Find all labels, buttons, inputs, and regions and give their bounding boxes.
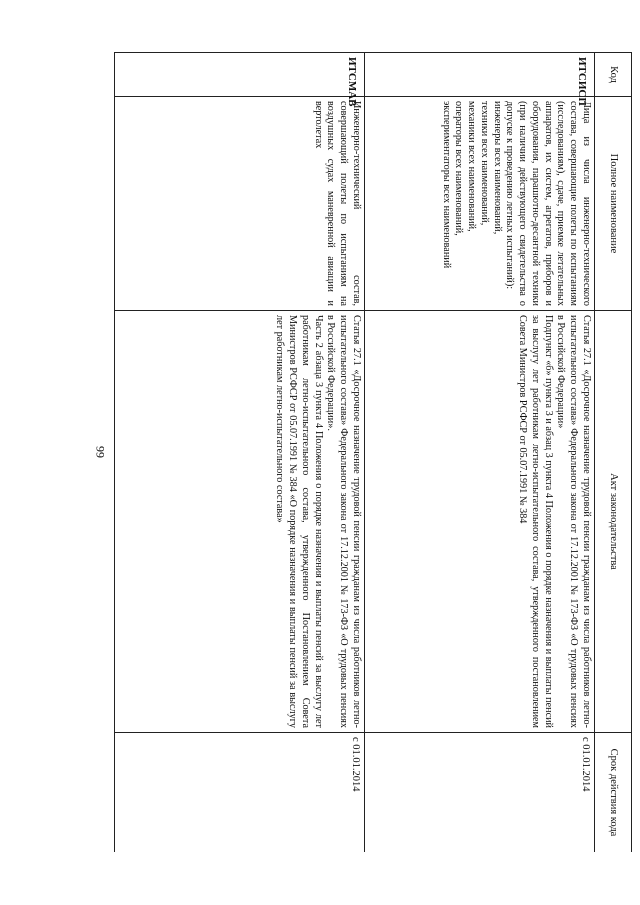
list-item: техники всех наименований, bbox=[479, 101, 490, 226]
row-name bbox=[115, 97, 365, 311]
table-header-row bbox=[595, 53, 632, 853]
row-name-intro: Инженерно-технический состав, совершающий полеты по испытаниям на воздушных судах маневренной авиации и вертолетах bbox=[312, 101, 362, 306]
list-item: экспериментаторы всех наименований bbox=[440, 101, 452, 269]
table-row bbox=[115, 53, 365, 853]
row-term: с 01.01.2014 bbox=[115, 733, 365, 853]
page-number: 99 bbox=[93, 446, 108, 458]
list-item: механики всех наименований, bbox=[466, 101, 478, 232]
row-term: с 01.01.2014 bbox=[365, 733, 595, 853]
row-name bbox=[365, 97, 595, 311]
act-paragraph: Статья 27.1 «Досрочное назначение трудовой пенсии гражданам из числа работников летно-испытательного состава» Федерального закона от 17.12.2001 № 173-ФЗ «О трудовых пенсиях в Российской Федерации» bbox=[555, 315, 592, 728]
rotated-table bbox=[114, 52, 632, 852]
row-code: ИТСМАВ bbox=[115, 53, 365, 97]
table-container bbox=[114, 52, 632, 852]
row-code: ИТСИСП bbox=[365, 53, 595, 97]
list-item: операторы всех наименований, bbox=[453, 101, 465, 236]
header-act: Акт законодательства bbox=[595, 311, 632, 733]
header-code: Код bbox=[595, 53, 632, 97]
act-paragraph: Часть 2 абзаца 3 пункта 4 Положения о порядке назначения и выплаты пенсий за выслугу лет работникам летно-испытательного состава, утвержденного Постановлением Совета Министров РСФСР от 05.07.1991 № 384 «О порядке назначения и выплаты пенсий за выслугу лет работникам летно-испытательного состава» bbox=[274, 315, 324, 728]
row-name-intro: Лица из числа инженерно-технического состава, совершающие полеты по испытаниям (исследованиям), сдаче, приемке летательных аппаратов, их систем, агрегатов, приборов и оборудования, парашютно-десантной техники (при наличии действующего свидетельства о допуске к проведению летных испытаний): bbox=[504, 101, 592, 306]
row-act bbox=[115, 311, 365, 733]
header-name: Полное наименование bbox=[595, 97, 632, 311]
act-paragraph: Подпункт «б» пункта 3 и абзац 3 пункта 4 Положения о порядке назначения и выплаты пенсий за выслугу лет работникам летно-испытательного состава, утвержденного постановлением Совета Министров РСФСР от 05.07.1991 № 384 bbox=[517, 315, 554, 728]
row-name-list bbox=[439, 101, 503, 306]
codes-table bbox=[114, 52, 632, 852]
row-act bbox=[365, 311, 595, 733]
list-item: инженеры всех наименований, bbox=[491, 101, 503, 235]
table-row bbox=[365, 53, 595, 853]
header-term: Срок действия кода bbox=[595, 733, 632, 853]
act-paragraph: Статья 27.1 «Досрочное назначение трудовой пенсии гражданам из числа работников летно-испытательного состава» Федерального закона от 17.12.2001 № 173-ФЗ «О трудовых пенсиях в Российской Федерации». bbox=[325, 315, 362, 728]
